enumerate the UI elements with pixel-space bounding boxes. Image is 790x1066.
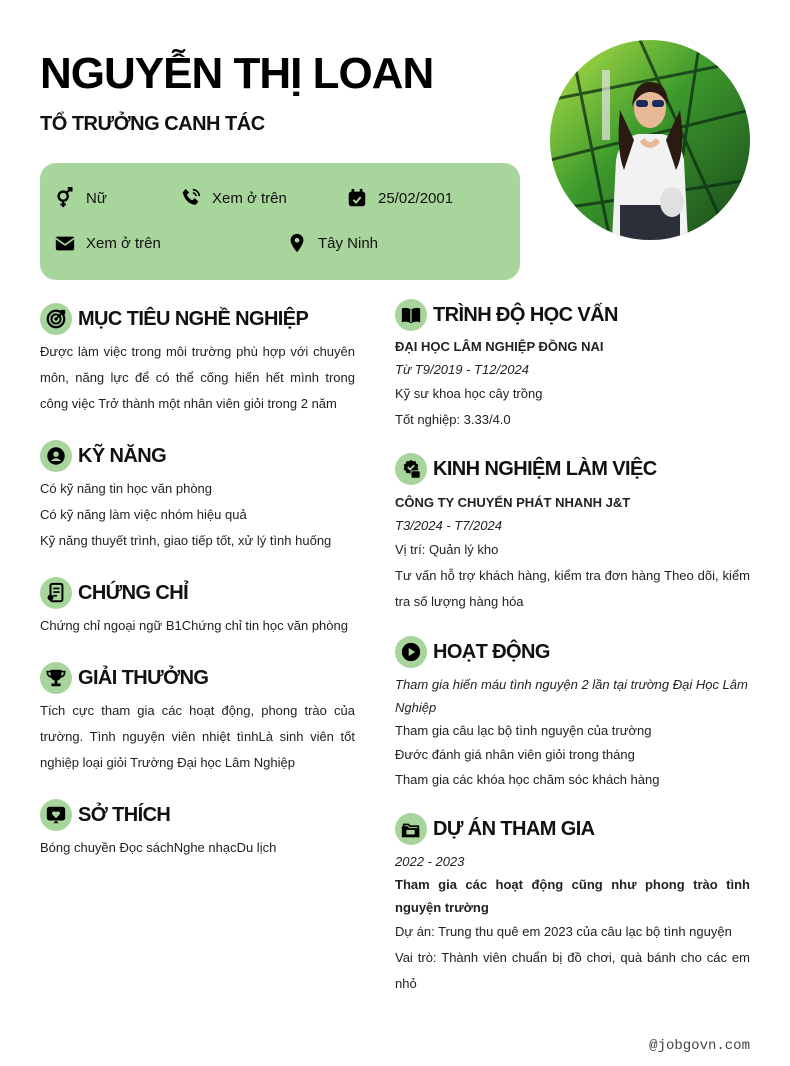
experience-company: CÔNG TY CHUYỂN PHÁT NHANH J&T — [395, 495, 631, 510]
certificates-text: Chứng chỉ ngoại ngữ B1Chứng chỉ tin học văn phòng — [40, 618, 348, 633]
envelope-icon — [54, 232, 76, 254]
section-experience — [395, 452, 750, 615]
hobbies-text: Bóng chuyền Đọc sáchNghe nhạcDu lịch — [40, 840, 277, 855]
section-projects — [395, 812, 750, 997]
map-pin-icon — [286, 232, 308, 254]
book-icon — [395, 299, 427, 331]
folder-icon — [395, 813, 427, 845]
briefcase-check-icon — [395, 453, 427, 485]
section-title: KỸ NĂNG — [78, 444, 167, 467]
project-role: Vai trò: Thành viên chuẩn bị đồ chơi, quà bánh cho các em nhỏ — [395, 950, 750, 991]
contact-email — [54, 232, 161, 254]
section-activities — [395, 635, 750, 793]
experience-description: Tư vấn hỗ trợ khách hàng, kiểm tra đơn hàng Theo dõi, kiểm tra số lượng hàng hóa — [395, 568, 750, 609]
footer-watermark: @jobgovn.com — [649, 1038, 750, 1054]
target-icon — [40, 303, 72, 335]
section-skills — [40, 439, 355, 554]
education-period: Từ T9/2019 - T12/2024 — [395, 362, 529, 377]
section-objective — [40, 302, 355, 417]
section-title: CHỨNG CHỈ — [78, 581, 189, 604]
gear-person-icon — [40, 440, 72, 472]
awards-text: Tích cực tham gia các hoạt động, phong trào của trường. Tình nguyện viên nhiệt tìnhLà sinh viên tốt nghiệp loại giỏi Trường Đại học Lâm Nghiệp — [40, 703, 355, 770]
education-school: ĐẠI HỌC LÂM NGHIỆP ĐỒNG NAI — [395, 339, 604, 354]
education-gpa: Tốt nghiệp: 3.33/4.0 — [395, 412, 511, 427]
candidate-role: TỔ TRƯỞNG CANH TÁC — [40, 113, 265, 135]
section-title: TRÌNH ĐỘ HỌC VẤN — [433, 303, 618, 326]
activity-item: Tham gia các khóa học chăm sóc khách hàng — [395, 772, 660, 787]
experience-position: Vị trí: Quản lý kho — [395, 542, 499, 557]
section-title: HOẠT ĐỘNG — [433, 640, 550, 663]
activity-highlight: Tham gia hiến máu tình nguyện 2 lần tại trường Đại Học Lâm Nghiệp — [395, 677, 748, 715]
skill-item: Có kỹ năng tin học văn phòng — [40, 481, 213, 496]
contact-dob — [346, 187, 453, 209]
gender-value: Nữ — [86, 189, 107, 207]
dob-value: 25/02/2001 — [378, 189, 454, 207]
section-hobbies — [40, 798, 355, 861]
skill-item: Có kỹ năng làm việc nhóm hiệu quả — [40, 507, 247, 522]
activity-item: Đước đánh giá nhân viên giỏi trong tháng — [395, 747, 635, 762]
section-certificates — [40, 576, 355, 639]
profile-photo — [550, 40, 750, 240]
objective-text: Được làm việc trong môi trường phù hợp với chuyên môn, năng lực để có thể cống hiến hết mình trong công việc Trở thành một nhân viên giỏi trong 2 năm — [40, 344, 355, 411]
phone-value: Xem ở trên — [212, 189, 287, 207]
contact-phone — [180, 187, 287, 209]
email-value: Xem ở trên — [86, 234, 161, 252]
contact-box — [40, 163, 520, 280]
trophy-icon — [40, 662, 72, 694]
contact-gender — [54, 187, 107, 209]
section-awards — [40, 661, 355, 776]
candidate-name: NGUYỄN THỊ LOAN — [40, 49, 434, 98]
section-education — [395, 298, 750, 433]
project-period: 2022 - 2023 — [395, 854, 465, 869]
calendar-icon — [346, 187, 368, 209]
activity-item: Tham gia câu lạc bộ tình nguyện của trường — [395, 723, 652, 738]
play-icon — [395, 636, 427, 668]
heart-icon — [40, 799, 72, 831]
project-name: Tham gia các hoạt động cũng như phong trào tình nguyện trường — [395, 877, 750, 915]
gender-icon — [54, 187, 76, 209]
skill-item: Kỹ năng thuyết trình, giao tiếp tốt, xử lý tình huống — [40, 533, 332, 548]
section-title: GIẢI THƯỞNG — [78, 666, 209, 689]
certificate-icon — [40, 577, 72, 609]
project-detail: Dự án: Trung thu quê em 2023 của câu lạc bộ tình nguyện — [395, 924, 732, 939]
address-value: Tây Ninh — [318, 234, 379, 252]
section-title: MỤC TIÊU NGHỀ NGHIỆP — [78, 307, 309, 330]
contact-address — [286, 232, 378, 254]
education-major: Kỹ sư khoa học cây trồng — [395, 386, 543, 401]
section-title: KINH NGHIỆM LÀM VIỆC — [433, 457, 657, 480]
section-title: DỰ ÁN THAM GIA — [433, 817, 595, 840]
experience-period: T3/2024 - T7/2024 — [395, 518, 502, 533]
phone-icon — [180, 187, 202, 209]
section-title: SỞ THÍCH — [78, 803, 171, 826]
